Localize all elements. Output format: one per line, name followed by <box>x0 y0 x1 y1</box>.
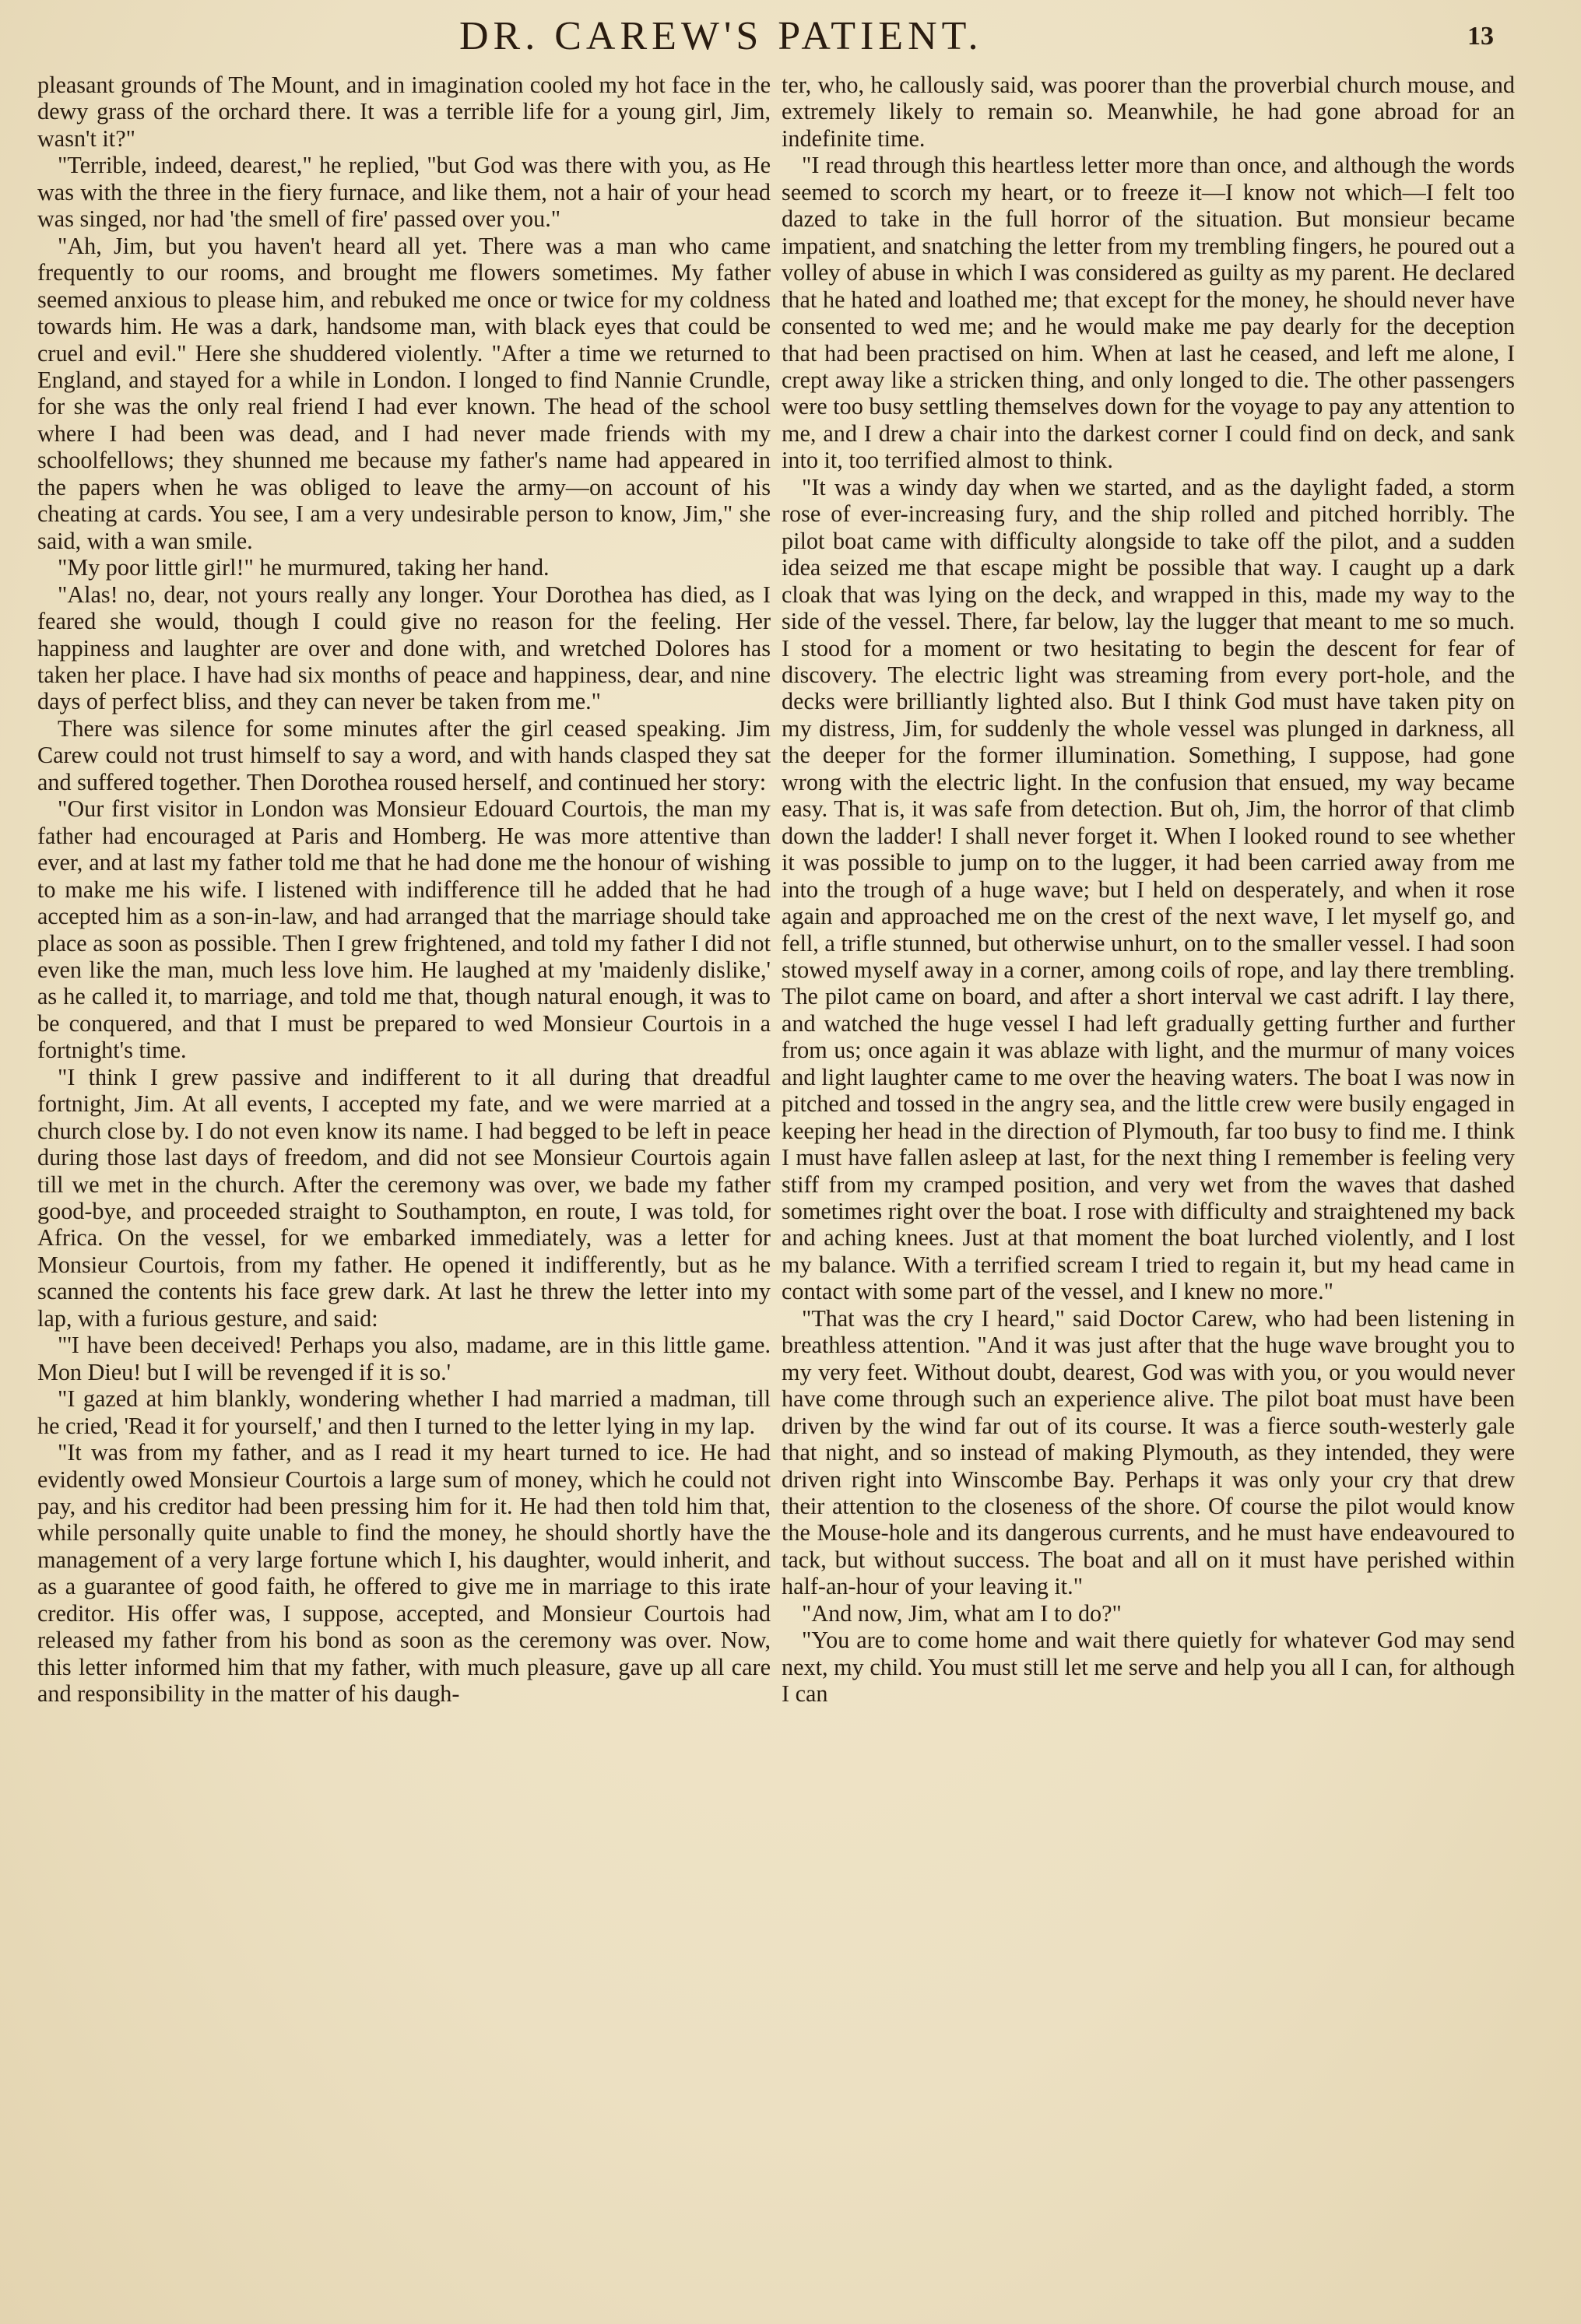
page-number: 13 <box>1467 22 1494 51</box>
left-column <box>37 72 771 1708</box>
paragraph: "Ah, Jim, but you haven't heard all yet. There was a man who came frequently to our rooms, and brought me flowers sometimes. My father seemed anxious to please him, and rebuked me once or twice for my coldness towards him. He was a dark, handsome man, with black eyes that could be cruel and evil." Here she shuddered violently. "After a time we returned to England, and stayed for a while in London. I longed to find Nannie Crundle, for she was the only real friend I had ever known. The head of the school where I had been was dead, and I had never made friends with my schoolfellows; they shunned me because my father's name had appeared in the papers when he was obliged to leave the army—on account of his cheating at cards. You see, I am a very undesirable person to know, Jim," she said, with a wan smile. <box>37 232 771 554</box>
paragraph: "That was the cry I heard," said Doctor Carew, who had been listening in breathless attention. "And it was just after that the huge wave brought you to my very feet. Without doubt, dearest, God was with you, or you would never have come through such an experience alive. The pilot boat must have been driven by the wind far out of its course. It was a fierce south-westerly gale that night, and so instead of making Plymouth, as they intended, they were driven right into Winscombe Bay. Perhaps it was only your cry that drew their attention to the closeness of the shore. Of course the pilot would know the Mouse-hole and its dangerous currents, and he must have endeavoured to tack, but without success. The boat and all on it must have perished within half-an-hour of your leaving it." <box>782 1304 1515 1600</box>
paragraph: ter, who, he callously said, was poorer than the proverbial church mouse, and extremely likely to remain so. Meanwhile, he had gone abroad for an indefinite time. <box>782 72 1515 152</box>
paragraph: pleasant grounds of The Mount, and in imagination cooled my hot face in the dewy grass of the orchard there. It was a terrible life for a young girl, Jim, wasn't it?" <box>37 72 771 152</box>
running-title: DR. CAREW'S PATIENT. <box>459 14 983 58</box>
paragraph: "My poor little girl!" he murmured, taking her hand. <box>58 554 550 581</box>
page-header <box>0 11 1581 62</box>
paragraph: "It was from my father, and as I read it my heart turned to ice. He had evidently owed Monsieur Courtois a large sum of money, which he could not pay, and his creditor had been pressing him for it. He had then told him that, while personally quite unable to find the money, he should shortly have the management of a very large fortune which I, his daughter, would inherit, and as a guarantee of good faith, he offered to give me in marriage to this irate creditor. His offer was, I suppose, accepted, and Monsieur Courtois had released my father from his bond as soon as the ceremony was over. Now, this letter informed him that my father, with much pleasure, gave up all care and responsibility in the matter of his daugh- <box>37 1439 771 1708</box>
paragraph: "And now, Jim, what am I to do?" <box>802 1599 1122 1627</box>
right-column <box>782 72 1515 1708</box>
paragraph: "Our first visitor in London was Monsieur Edouard Courtois, the man my father had encouraged at Paris and Homberg. He was more attentive than ever, and at last my father told me that he had done me the honour of wishing to make me his wife. I listened with indifference till he added that he had accepted him as a son-in-law, and had arranged that the marriage should take place as soon as possible. Then I grew frightened, and told my father I did not even like the man, much less love him. He laughed at my 'maidenly dislike,' as he called it, to marriage, and told me that, though natural enough, it was to be conquered, and that I must be prepared to wed Monsieur Courtois in a fortnight's time. <box>37 795 771 1064</box>
paragraph: "I read through this heartless letter more than once, and although the words seemed to scorch my heart, or to freeze it—I know not which—I felt too dazed to take in the full horror of the situation. But monsieur became impatient, and snatching the letter from my trembling fingers, he poured out a volley of abuse in which I was considered as guilty as my parent. He declared that he hated and loathed me; that except for the money, he should never have consented to wed me; and he would make me pay dearly for the deception that had been practised on him. When at last he ceased, and left me alone, I crept away like a stricken thing, and only longed to die. The other passengers were too busy settling themselves down for the voyage to pay any attention to me, and I drew a chair into the darkest corner I could find on deck, and sank into it, too terrified almost to think. <box>782 152 1515 474</box>
paragraph: "Terrible, indeed, dearest," he replied, "but God was there with you, as He was with the three in the fiery furnace, and like them, not a hair of your head was singed, nor had 'the smell of fire' passed over you." <box>37 152 771 233</box>
paragraph: "You are to come home and wait there quietly for whatever God may send next, my child. You must still let me serve and help you all I can, for although I can <box>782 1627 1515 1708</box>
paragraph: There was silence for some minutes after the girl ceased speaking. Jim Carew could not trust himself to say a word, and with hands clasped they sat and suffered together. Then Dorothea roused herself, and continued her story: <box>37 714 771 795</box>
paragraph: "It was a windy day when we started, and as the daylight faded, a storm rose of ever-increasing fury, and the ship rolled and pitched horribly. The pilot boat came with difficulty alongside to take off the pilot, and a sudden idea seized me that escape might be possible that way. I caught up a dark cloak that was lying on the deck, and wrapped in this, made my way to the side of the vessel. There, far below, lay the lugger that meant to me so much. I stood for a moment or two hesitating to begin the descent for fear of discovery. The electric light was streaming from every port-hole, and the decks were brilliantly lighted also. But I think God must have taken pity on my distress, Jim, for suddenly the whole vessel was plunged in darkness, all the deeper for the former illumination. Something, I suppose, had gone wrong with the electric light. In the confusion that ensued, my way became easy. That is, it was safe from detection. But oh, Jim, the horror of that climb down the ladder! I shall never forget it. When I looked round to see whether it was possible to jump on to the lugger, it had been carried away from me into the trough of a huge wave; but I held on desperately, and when it rose again and approached me on the crest of the next wave, I let myself go, and fell, a trifle stunned, but otherwise unhurt, on to the smaller vessel. I had soon stowed myself away in a corner, among coils of rope, and lay there trembling. The pilot came on board, and after a short interval we cast adrift. I lay there, and watched the huge vessel I had left gradually getting further and further from us; once again it was ablaze with light, and the murmur of many voices and light laughter came to me over the heaving waters. The boat I was now in pitched and tossed in the angry sea, and the little crew were busily engaged in keeping her head in the direction of Plymouth, far too busy to find me. I think I must have fallen asleep at last, for the next thing I remember is feeling very stiff from my cramped position, and very wet from the waves that dashed sometimes right over the boat. I rose with difficulty and straightened my back and aching knees. Just at that moment the boat lurched violently, and I lost my balance. With a terrified scream I tried to regain it, but my head came in contact with some part of the vessel, and I knew no more." <box>782 473 1515 1305</box>
paragraph: "I think I grew passive and indifferent to it all during that dreadful fortnight, Jim. At all events, I accepted my fate, and we were married at a church close by. I do not even know its name. I had begged to be left in peace during those last days of freedom, and did not see Monsieur Courtois again till we met in the church. After the ceremony was over, we bade my father good-bye, and proceeded straight to Southampton, en route, I was told, for Africa. On the vessel, for we embarked immediately, was a letter for Monsieur Courtois, from my father. He opened it indifferently, but as he scanned the contents his face grew dark. At last he threw the letter into my lap, with a furious gesture, and said: <box>37 1063 771 1332</box>
paragraph: "Alas! no, dear, not yours really any longer. Your Dorothea has died, as I feared she would, though I could give no reason for the feeling. Her happiness and laughter are over and done with, and wretched Dolores has taken her place. I have had six months of peace and happiness, dear, and nine days of perfect bliss, and they can never be taken from me." <box>37 581 771 715</box>
paragraph: "'I have been deceived! Perhaps you also, madame, are in this little game. Mon Dieu! but I will be revenged if it is so.' <box>37 1332 771 1385</box>
paragraph: "I gazed at him blankly, wondering whether I had married a madman, till he cried, 'Read it for yourself,' and then I turned to the letter lying in my lap. <box>37 1385 771 1439</box>
